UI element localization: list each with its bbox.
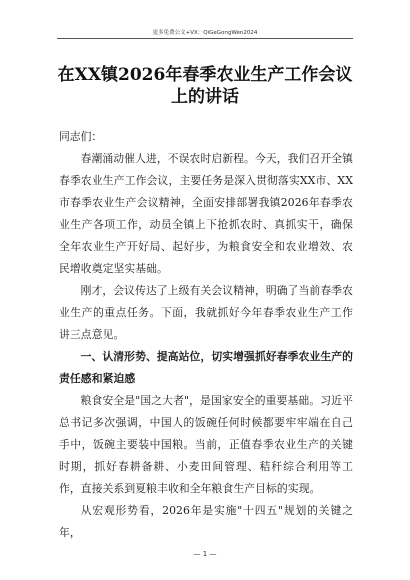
- document-body: [59, 126, 353, 544]
- paragraph-outline: 刚才，会议传达了上级有关会议精神，明确了当前春季农业生产的重点任务。下面，我就抓好今年春季农业生产工作讲三点意见。: [59, 284, 354, 341]
- salutation: 同志们：: [59, 130, 103, 143]
- title-line-1: 在XX镇2026年春季农业生产工作会议: [57, 65, 353, 85]
- paragraph-macro-situation: 从宏观形势看，2026年是实施"十四五"规划的关键之年，: [59, 504, 353, 539]
- section-heading: 一、认清形势、提高站位，切实增强抓好春季农业生产的责任感和紧迫感: [59, 350, 354, 385]
- document-title: [40, 64, 370, 108]
- paragraph-grain-security: 粮食安全是"国之大者"，是国家安全的重要基础。习近平总书记多次强调，中国人的饭碗任何时候都要牢牢端在自己手中，饭碗主要装中国粮。当前，正值春季农业生产的关键时期，抓好春耕备耕、小麦田间管理、秸秆综合利用等工作，直接关系到夏粮丰收和全年粮食生产目标的实现。: [59, 394, 353, 495]
- header-note: 更多免费公文+VX：QiGeGongWen2024: [152, 30, 258, 36]
- page-number: — 1 —: [193, 550, 217, 558]
- title-line-2: 上的讲话: [171, 87, 239, 107]
- paragraph-intro: 春潮涌动催人进，不误农时启新程。今天，我们召开全镇春季农业生产工作会议，主要任务是深入贯彻落实XX市、XX市春季农业生产会议精神，全面安排部署我镇2026年春季农业生产各项工作，动员全镇上下抢抓农时、真抓实干，确保全年农业生产开好局、起好步，为粮食安全和农业增效、农民增收奠定坚实基础。: [59, 152, 354, 275]
- header-divider: [57, 38, 353, 39]
